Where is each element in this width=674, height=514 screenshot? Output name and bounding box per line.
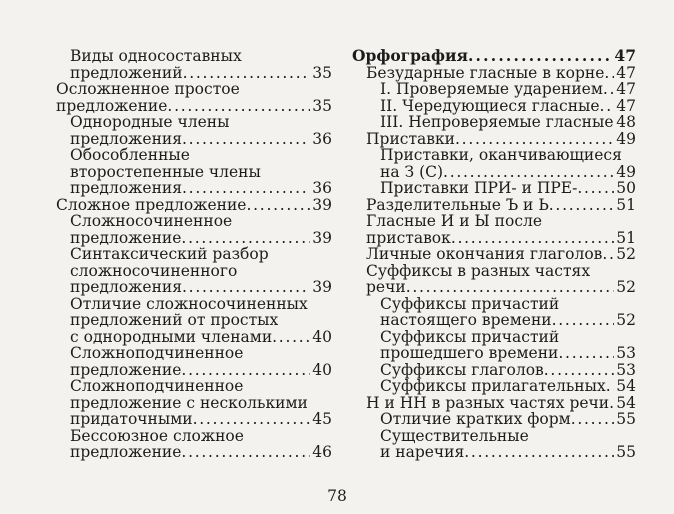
toc-entry — [352, 147, 636, 180]
toc-entry-page: 46 — [312, 443, 332, 461]
dot-leader — [451, 230, 614, 247]
toc-entry-page: 47 — [616, 96, 636, 115]
toc-entry-title-line: Сложносочиненное — [70, 212, 233, 230]
toc-entry-title-line: предложение — [70, 360, 182, 379]
toc-entry-page: 40 — [312, 360, 332, 379]
dot-leader — [182, 279, 310, 296]
toc-entry — [42, 345, 332, 378]
toc-entry-page: 48 — [616, 113, 636, 131]
toc-entry-page: 55 — [616, 410, 636, 428]
toc-entry-page: 47 — [616, 80, 636, 98]
toc-entry-title-line: приставок — [366, 228, 451, 247]
toc-entry-title-line: Суффиксы причастий — [380, 327, 560, 346]
toc-entry-page: 40 — [312, 327, 332, 346]
toc-entry — [42, 378, 332, 428]
dot-leader — [600, 98, 615, 115]
toc-entry — [42, 147, 332, 197]
toc-entry — [352, 246, 636, 263]
toc-entry-page: 52 — [616, 245, 636, 263]
toc-entry-title-line: предложения — [70, 129, 183, 148]
toc-entry — [42, 197, 332, 214]
toc-entry-page: 52 — [616, 311, 636, 329]
toc-entry-title-line: III. Непроверяемые гласные — [380, 113, 614, 131]
dot-leader — [464, 444, 614, 461]
toc-entry-title-line: на З (С) — [380, 162, 444, 181]
toc-entry-title-line: Суффиксы глаголов — [380, 360, 544, 379]
toc-entry — [352, 131, 636, 148]
toc-entry — [352, 395, 636, 412]
toc-entry-title-line: и наречия — [380, 443, 465, 461]
dot-leader — [182, 180, 310, 197]
toc-entry-title-line: предложения — [70, 179, 183, 197]
toc-entry-row — [380, 114, 636, 131]
toc-entry-page: 39 — [312, 195, 332, 214]
dot-leader — [181, 444, 310, 461]
dot-leader — [183, 65, 311, 82]
toc-entry-row — [70, 131, 332, 148]
toc-entry-page: 39 — [312, 228, 332, 247]
toc-entry-title-line: Приставки — [366, 129, 456, 148]
toc-entry-page: 53 — [616, 360, 636, 379]
toc-entry-page: 47 — [614, 46, 636, 65]
toc-entry-title-line: настоящего времени — [380, 311, 552, 329]
toc-entry-title-line: Суффиксы в разных частях — [366, 261, 591, 280]
toc-entry-title-line: Разделительные Ъ и Ь — [366, 195, 549, 214]
dot-leader — [577, 180, 614, 197]
toc-entry-row — [70, 180, 332, 197]
toc-entry — [352, 378, 636, 395]
toc-entry-title-line: с однородными членами — [70, 327, 273, 346]
toc-entry-page: 51 — [616, 195, 636, 214]
toc-entry-page: 50 — [616, 179, 636, 197]
dot-leader — [443, 164, 614, 181]
toc-entry — [352, 411, 636, 428]
dot-leader — [558, 345, 614, 362]
toc-entry-row — [380, 312, 636, 329]
dot-leader — [193, 411, 311, 428]
toc-entry — [42, 296, 332, 346]
toc-entry-page: 51 — [616, 228, 636, 247]
toc-entry-title-line: Сложноподчиненное — [70, 344, 244, 362]
toc-entry-row — [380, 98, 636, 115]
toc-entry-title-line: Суффиксы причастий — [380, 294, 560, 313]
toc-entry-title-line: Отличие кратких форм — [380, 410, 571, 428]
toc-entry-title-line: Отличие сложносочиненных — [70, 294, 308, 313]
toc-entry-row — [380, 180, 636, 197]
toc-entry — [352, 329, 636, 362]
toc-entry-title-line: Существительные — [380, 426, 529, 445]
toc-entry-row — [70, 230, 332, 247]
toc-entry-row — [352, 48, 636, 65]
toc-right-column — [352, 48, 636, 461]
toc-entry-row — [366, 65, 636, 82]
toc-entry-title-line: предложение — [70, 228, 182, 247]
dot-leader — [604, 65, 614, 82]
toc-entry-title-line: Сложноподчиненное — [70, 377, 244, 395]
toc-entry-row — [366, 197, 636, 214]
toc-entry-title-line: речи — [366, 278, 406, 296]
toc-entry-row — [366, 279, 636, 296]
toc-entry-page: 53 — [616, 344, 636, 362]
toc-entry-row — [56, 98, 332, 115]
toc-entry-title-line: прошедшего времени — [380, 344, 559, 362]
toc-entry-title-line: Обособленные — [70, 146, 190, 164]
dot-leader — [468, 48, 612, 65]
toc-entry-row — [380, 81, 636, 98]
toc-entry — [42, 246, 332, 296]
toc-entry-title-line: предложений от простых — [70, 311, 279, 329]
dot-leader — [455, 131, 614, 148]
toc-entry-row — [366, 131, 636, 148]
toc-entry-title-line: предложение — [56, 96, 168, 115]
toc-entry-page: 35 — [312, 63, 332, 82]
toc-entry-title-line: Сложное предложение — [56, 195, 247, 214]
toc-entry-title-line: Суффиксы прилагательных — [380, 377, 606, 395]
toc-entry-page: 55 — [616, 443, 636, 461]
toc-entry-page: 39 — [312, 278, 332, 296]
dot-leader — [181, 230, 310, 247]
toc-entry-row — [70, 362, 332, 379]
toc-entry-row — [366, 395, 636, 412]
toc-entry-title-line: I. Проверяемые ударением — [380, 80, 603, 98]
toc-entry-page: 54 — [616, 377, 636, 395]
toc-entry-title-line: придаточными — [70, 410, 193, 428]
toc-entry — [352, 81, 636, 98]
dot-leader — [549, 197, 615, 214]
toc-entry — [352, 180, 636, 197]
toc-entry — [42, 114, 332, 147]
page-number: 78 — [327, 487, 347, 505]
dot-leader — [272, 329, 310, 346]
toc-entry-row — [70, 444, 332, 461]
toc-entry-title-line: Виды односоставных — [70, 47, 242, 65]
toc-entry-title-line: предложений — [70, 63, 183, 82]
dot-leader — [602, 246, 614, 263]
toc-entry-title-line: Личные окончания глаголов — [366, 245, 603, 263]
toc-entry-row — [56, 197, 332, 214]
toc-entry-page: 52 — [616, 278, 636, 296]
toc-entry — [352, 362, 636, 379]
dot-leader — [603, 81, 614, 98]
toc-entry-row — [366, 246, 636, 263]
toc-entry-row — [380, 411, 636, 428]
toc-entry — [352, 296, 636, 329]
dot-leader — [606, 378, 615, 395]
dot-leader — [544, 362, 614, 379]
toc-entry-page: 49 — [616, 129, 636, 148]
toc-entry-title-line: Однородные члены — [70, 113, 230, 131]
toc-left-column — [42, 48, 332, 461]
toc-entry-row — [380, 444, 636, 461]
toc-entry-title-line: предложение с несколькими — [70, 393, 308, 412]
dot-leader — [406, 279, 615, 296]
toc-entry-title-line: II. Чередующиеся гласные — [380, 96, 600, 115]
toc-entry — [352, 65, 636, 82]
toc-entry-row — [70, 65, 332, 82]
toc-entry-row — [380, 362, 636, 379]
dot-leader — [167, 98, 310, 115]
toc-entry-title-line: Синтаксический разбор — [70, 245, 269, 263]
toc-entry-title-line: Приставки ПРИ- и ПРЕ- — [380, 179, 578, 197]
toc-entry — [352, 197, 636, 214]
toc-entry-page: 36 — [312, 179, 332, 197]
toc-entry-page: 45 — [312, 410, 332, 428]
toc-entry-row — [70, 411, 332, 428]
toc-entry-row — [380, 345, 636, 362]
toc-entry-page: 36 — [312, 129, 332, 148]
dot-leader — [182, 131, 310, 148]
toc-entry — [352, 213, 636, 246]
toc-entry-page: 49 — [616, 162, 636, 181]
toc-entry — [352, 428, 636, 461]
toc-entry — [42, 48, 332, 81]
dot-leader — [246, 197, 310, 214]
toc-entry-title-line: Орфография — [352, 46, 468, 65]
toc-entry-title-line: Осложненное простое — [56, 80, 240, 98]
toc-entry-row — [70, 329, 332, 346]
toc-entry — [42, 81, 332, 114]
toc-entry — [42, 213, 332, 246]
toc-entry — [352, 263, 636, 296]
toc-entry — [352, 114, 636, 131]
toc-entry-title-line: Гласные И и Ы после — [366, 212, 543, 230]
toc-entry-title-line: предложения — [70, 278, 183, 296]
toc-entry-title-line: Бессоюзное сложное — [70, 426, 244, 445]
toc-entry — [352, 98, 636, 115]
toc-entry-title-line: Приставки, оканчивающиеся — [380, 146, 622, 164]
toc-entry — [352, 48, 636, 65]
toc-entry-page: 47 — [616, 63, 636, 82]
dot-leader — [552, 312, 615, 329]
toc-entry-page: 35 — [312, 96, 332, 115]
toc-entry-row — [366, 230, 636, 247]
toc-entry-row — [380, 378, 636, 395]
toc-entry-row — [380, 164, 636, 181]
toc-entry-title-line: сложносочиненного — [70, 261, 238, 280]
toc-entry-row — [70, 279, 332, 296]
dot-leader — [181, 362, 310, 379]
toc-entry — [42, 428, 332, 461]
toc-entry-title-line: предложение — [70, 443, 182, 461]
dot-leader — [571, 411, 615, 428]
toc-entry-title-line: Н и НН в разных частях речи — [366, 393, 610, 412]
toc-entry-page: 54 — [616, 393, 636, 412]
toc-entry-title-line: Безударные гласные в корне — [366, 63, 605, 82]
toc-entry-title-line: второстепенные члены — [70, 162, 261, 181]
